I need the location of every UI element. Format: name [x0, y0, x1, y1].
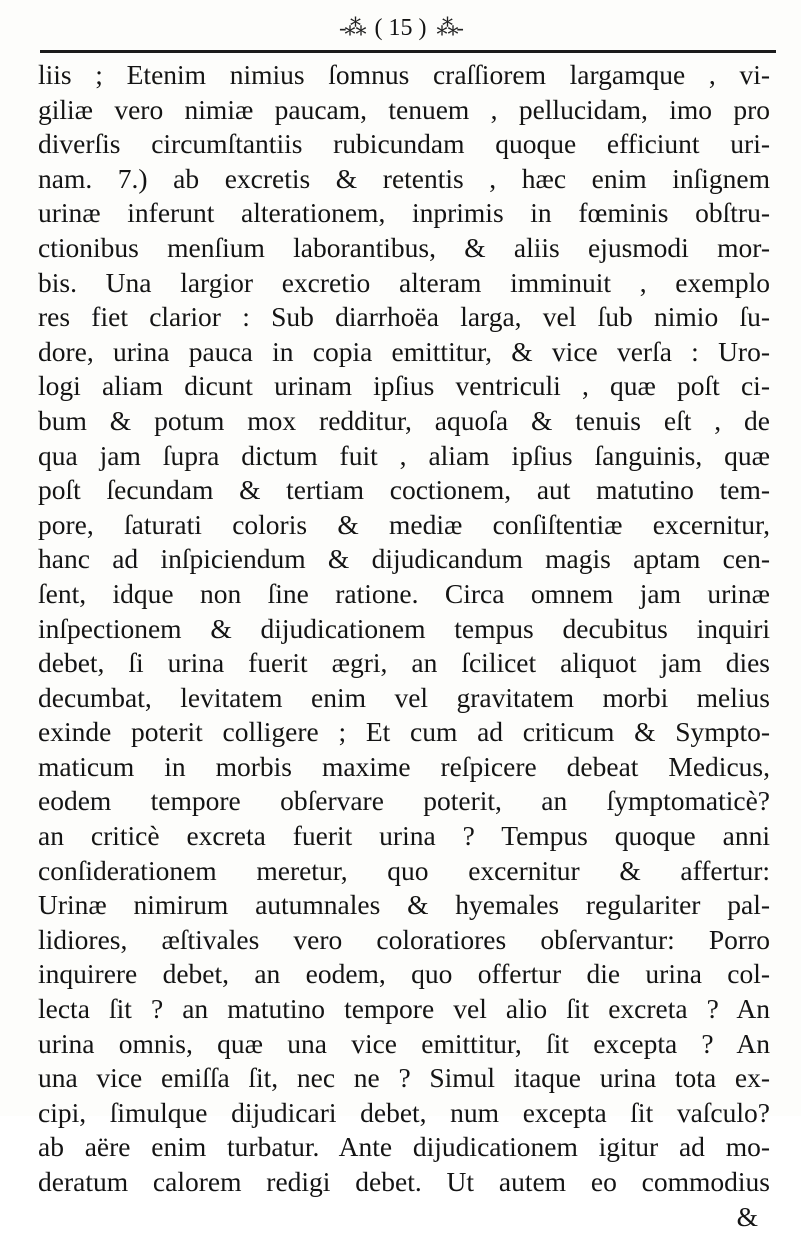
text-line: Urinæ nimirum autumnales & hyemales regulariter pal- [38, 889, 770, 921]
text-line: inſpectionem & dijudicationem tempus decubitus inquiri [38, 612, 770, 644]
text-line: ctionibus menſium laborantibus, & aliis ejusmodi mor- [38, 231, 770, 263]
text-line: inquirere debet, an eodem, quo offertur die urina col- [38, 958, 770, 990]
text-line: debet, ſi urina fuerit ægri, an ſcilicet aliquot jam dies [38, 647, 770, 679]
text-line: exinde poterit colligere ; Et cum ad criticum & Sympto- [38, 716, 770, 748]
ornament-right-icon: ⁂- [436, 15, 462, 40]
text-line: urinæ inferunt alterationem, inprimis in fœminis obſtru- [38, 197, 770, 229]
text-line: dore, urina pauca in copia emittitur, & vice verſa : Uro- [38, 335, 770, 367]
text-line: res fiet clarior : Sub diarrhoëa larga, vel ſub nimio ſu- [38, 301, 770, 333]
text-line: ab aëre enim turbatur. Ante dijudicationem igitur ad mo- [38, 1131, 770, 1163]
text-line: maticum in morbis maxime reſpicere debeat Medicus, [38, 750, 770, 782]
text-line: poſt ſecundam & tertiam coctionem, aut matutino tem- [38, 474, 770, 506]
text-line: eodem tempore obſervare poterit, an ſymptomaticè? [38, 785, 770, 817]
text-line: lecta ſit ? an matutino tempore vel alio ſit excreta ? An [38, 993, 770, 1025]
catchword: & [736, 1200, 758, 1232]
text-line: cipi, ſimulque dijudicari debet, num excepta ſit vaſculo? [38, 1096, 770, 1128]
text-line: an criticè excreta fuerit urina ? Tempus quoque anni [38, 820, 770, 852]
text-line: hanc ad inſpiciendum & dijudicandum magis aptam cen- [38, 543, 770, 575]
text-line: giliæ vero nimiæ paucam, tenuem , pellucidam, imo pro [38, 93, 770, 125]
text-line: deratum calorem redigi debet. Ut autem eo commodius [38, 1166, 770, 1197]
text-line: lidiores, æſtivales vero coloratiores obſervantur: Porro [38, 923, 770, 955]
text-line: una vice emiſſa ſit, nec ne ? Simul itaque urina tota ex- [38, 1062, 770, 1094]
text-line: ſent, idque non ſine ratione. Circa omnem jam urinæ [38, 577, 770, 609]
text-line: urina omnis, quæ una vice emittitur, ſit excepta ? An [38, 1027, 770, 1059]
ornament-left-icon: -⁂ [339, 15, 365, 40]
text-line: pore, ſaturati coloris & mediæ conſiſtentiæ excernitur, [38, 508, 770, 540]
text-line: nam. 7.) ab excretis & retentis , hæc enim inſignem [38, 162, 770, 194]
header-rule [40, 50, 776, 53]
page-number: ( 15 ) [374, 14, 427, 41]
text-line: bum & potum mox redditur, aquoſa & tenuis eſt , de [38, 404, 770, 436]
text-line: conſiderationem meretur, quo excernitur & affertur: [38, 854, 770, 886]
text-line: decumbat, levitatem enim vel gravitatem morbi melius [38, 681, 770, 713]
text-line: qua jam ſupra dictum fuit , aliam ipſius ſanguinis, quæ [38, 439, 770, 471]
text-line: logi aliam dicunt urinam ipſius ventriculi , quæ poſt ci- [38, 370, 770, 402]
text-line: liis ; Etenim nimius ſomnus craſſiorem largamque , vi- [38, 59, 770, 90]
running-head [0, 8, 801, 48]
text-line: diverſis circumſtantiis rubicundam quoque efficiunt uri- [38, 128, 770, 160]
body-text [38, 58, 770, 1234]
text-line: bis. Una largior excretio alteram imminuit , exemplo [38, 266, 770, 298]
